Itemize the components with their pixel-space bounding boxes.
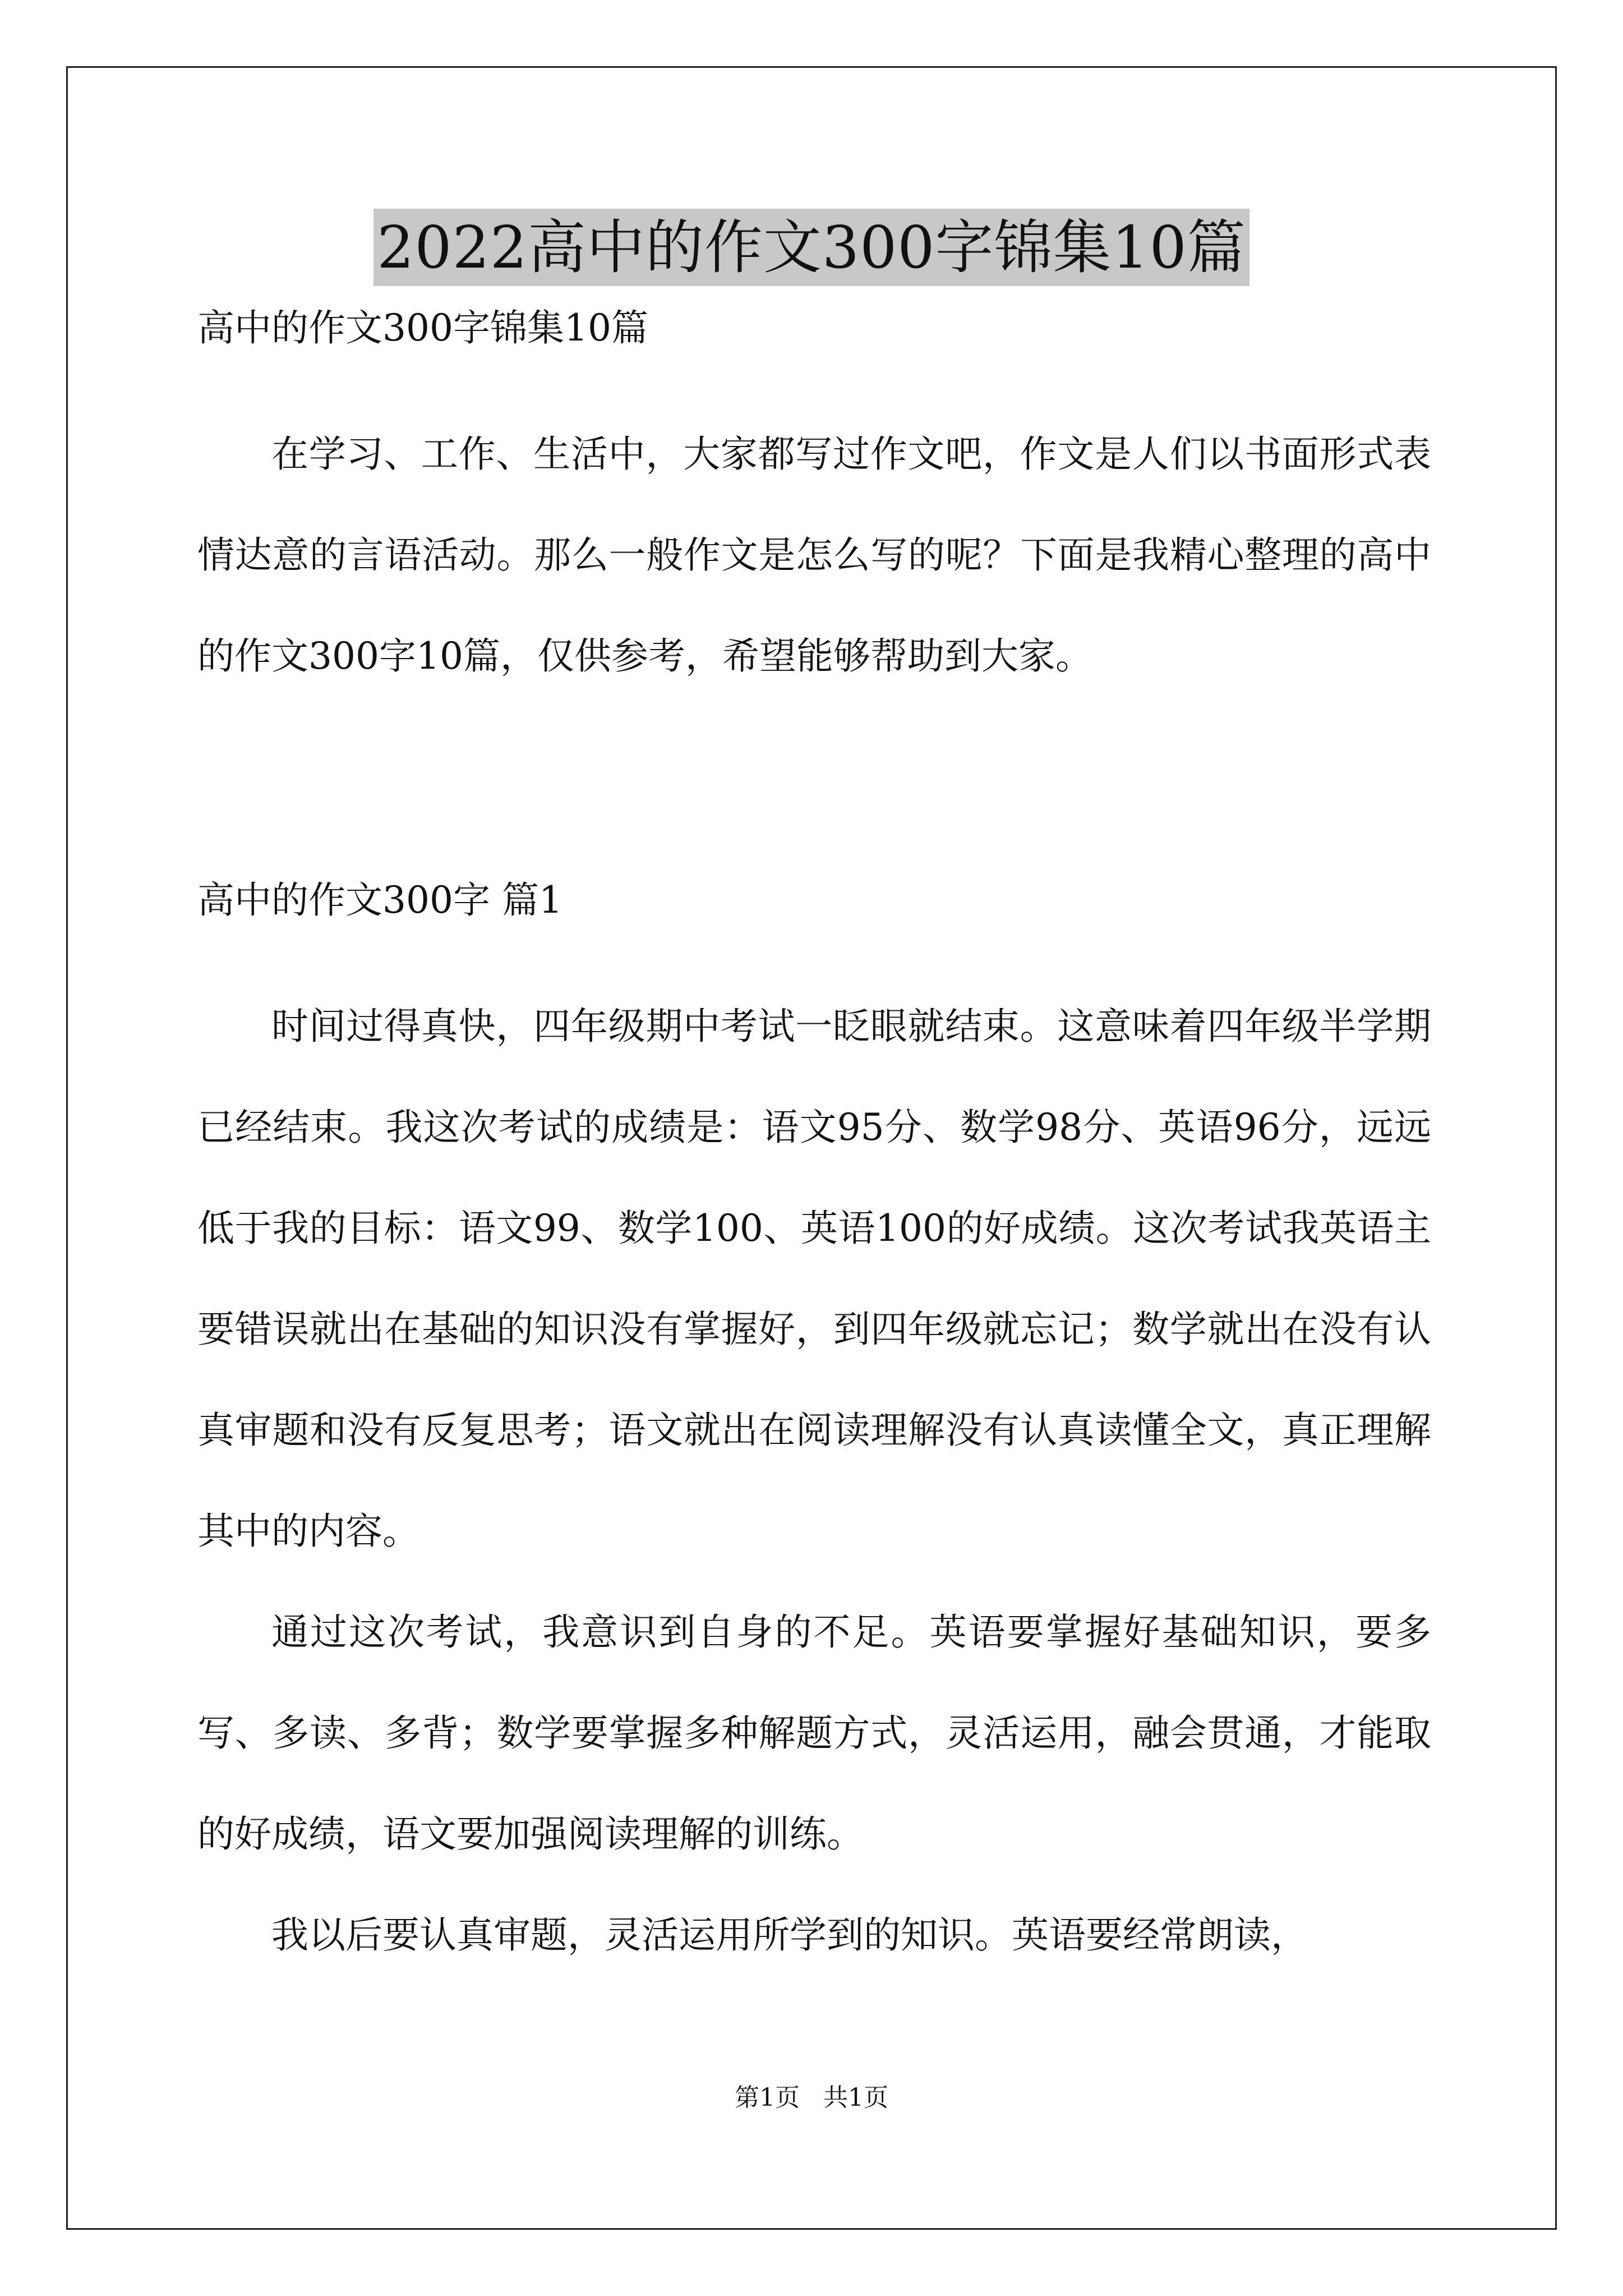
document-subtitle: 高中的作文300字锦集10篇 — [197, 306, 648, 349]
intro-paragraph: 在学习、工作、生活中，大家都写过作文吧，作文是人们以书面形式表情达意的言语活动。那么一般作文是怎么写的呢？下面是我精心整理的高中的作文300字10篇，仅供参考，希望能够帮助到大家。 — [197, 432, 1431, 678]
document-title: 2022高中的作文300字锦集10篇 — [374, 209, 1249, 286]
section-heading: 高中的作文300字 篇1 — [197, 878, 562, 922]
body-paragraph-1: 时间过得真快，四年级期中考试一眨眼就结束。这意味着四年级半学期已经结束。我这次考试的成绩是：语文95分、数学98分、英语96分，远远低于我的目标：语文99、数学100、英语100的好成绩。这次考试我英语主要错误就出在基础的知识没有掌握好，到四年级就忘记；数学就出在没有认真审题和没有反复思考；语文就出在阅读理解没有认真读懂全文，真正理解其中的内容。 — [197, 1005, 1431, 1553]
body-paragraph-3: 我以后要认真审题，灵活运用所学到的知识。英语要经常朗读， — [271, 1913, 1308, 1957]
document-body — [197, 303, 1431, 1986]
page-footer: 第1页 共1页 — [735, 2083, 888, 2112]
title-container — [0, 209, 1623, 286]
body-paragraph-2: 通过这次考试，我意识到自身的不足。英语要掌握好基础知识，要多写、多读、多背；数学要掌握多种解题方式，灵活运用，融会贯通，才能取的好成绩，语文要加强阅读理解的训练。 — [197, 1611, 1431, 1856]
